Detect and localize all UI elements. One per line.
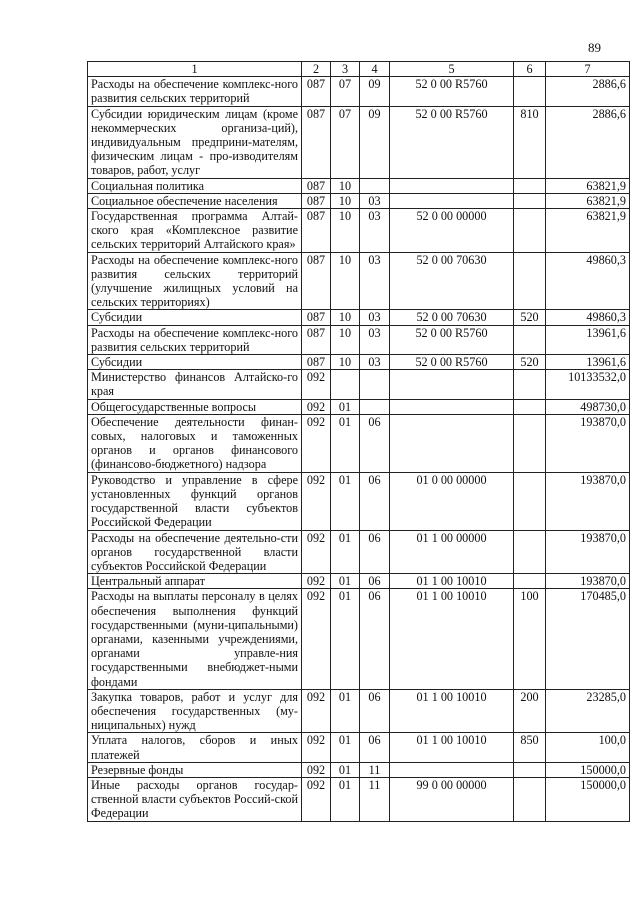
ministry-code-cell: 087 bbox=[302, 178, 331, 193]
section-cell: 01 bbox=[331, 414, 360, 472]
column-header: 6 bbox=[514, 62, 546, 77]
target-article-cell: 52 0 00 R5760 bbox=[390, 325, 514, 354]
ministry-code-cell: 092 bbox=[302, 472, 331, 530]
row-name-cell: Расходы на обеспечение комплекс-ного развития сельских территорий (улучшение жилищных условий на сельских территориях) bbox=[88, 252, 302, 310]
amount-cell: 100,0 bbox=[546, 733, 630, 762]
amount-cell: 2886,6 bbox=[546, 106, 630, 178]
amount-cell: 150000,0 bbox=[546, 762, 630, 777]
target-article-cell: 01 1 00 10010 bbox=[390, 733, 514, 762]
target-article-cell bbox=[390, 178, 514, 193]
subsection-cell: 09 bbox=[360, 106, 390, 178]
page-number: 89 bbox=[588, 40, 601, 55]
amount-cell: 498730,0 bbox=[546, 399, 630, 414]
table-row bbox=[88, 589, 630, 689]
column-header: 7 bbox=[546, 62, 630, 77]
section-cell: 01 bbox=[331, 530, 360, 574]
section-cell: 01 bbox=[331, 777, 360, 821]
subsection-cell: 06 bbox=[360, 689, 390, 733]
expense-type-cell bbox=[514, 530, 546, 574]
subsection-cell: 03 bbox=[360, 193, 390, 208]
amount-cell: 49860,3 bbox=[546, 252, 630, 310]
table-row bbox=[88, 77, 630, 106]
table-row bbox=[88, 370, 630, 399]
row-name-cell: Субсидии bbox=[88, 310, 302, 325]
section-cell: 01 bbox=[331, 689, 360, 733]
section-cell: 10 bbox=[331, 193, 360, 208]
expense-type-cell: 520 bbox=[514, 355, 546, 370]
amount-cell: 170485,0 bbox=[546, 589, 630, 689]
subsection-cell bbox=[360, 399, 390, 414]
row-name-cell: Центральный аппарат bbox=[88, 574, 302, 589]
row-name-cell: Государственная программа Алтай-ского края «Комплексное развитие сельских территорий Алтайского края» bbox=[88, 209, 302, 253]
amount-cell: 13961,6 bbox=[546, 325, 630, 354]
subsection-cell: 06 bbox=[360, 414, 390, 472]
row-name-cell: Иные расходы органов государ-ственной власти субъектов Россий-ской Федерации bbox=[88, 777, 302, 821]
subsection-cell: 06 bbox=[360, 589, 390, 689]
table-row bbox=[88, 762, 630, 777]
section-cell: 07 bbox=[331, 106, 360, 178]
amount-cell: 193870,0 bbox=[546, 472, 630, 530]
section-cell: 01 bbox=[331, 472, 360, 530]
amount-cell: 63821,9 bbox=[546, 193, 630, 208]
row-name-cell: Закупка товаров, работ и услуг для обеспечения государственных (му-ниципальных) нужд bbox=[88, 689, 302, 733]
expense-type-cell bbox=[514, 325, 546, 354]
table-row bbox=[88, 777, 630, 821]
table-row bbox=[88, 399, 630, 414]
row-name-cell: Общегосударственные вопросы bbox=[88, 399, 302, 414]
target-article-cell bbox=[390, 193, 514, 208]
amount-cell: 2886,6 bbox=[546, 77, 630, 106]
expense-type-cell bbox=[514, 209, 546, 253]
expense-type-cell bbox=[514, 77, 546, 106]
amount-cell: 193870,0 bbox=[546, 530, 630, 574]
row-name-cell: Расходы на выплаты персоналу в целях обеспечения выполнения функций государственными (муни-ципальными) органами, казенными учреждениями, органами управле-ния государственными внебюджет-ными фондами bbox=[88, 589, 302, 689]
subsection-cell: 06 bbox=[360, 472, 390, 530]
section-cell: 10 bbox=[331, 178, 360, 193]
table-body bbox=[88, 77, 630, 821]
expense-type-cell: 810 bbox=[514, 106, 546, 178]
ministry-code-cell: 092 bbox=[302, 530, 331, 574]
subsection-cell: 03 bbox=[360, 355, 390, 370]
amount-cell: 193870,0 bbox=[546, 414, 630, 472]
target-article-cell: 52 0 00 70630 bbox=[390, 252, 514, 310]
target-article-cell: 01 1 00 10010 bbox=[390, 589, 514, 689]
table-row bbox=[88, 178, 630, 193]
column-header: 5 bbox=[390, 62, 514, 77]
section-cell: 01 bbox=[331, 589, 360, 689]
expense-type-cell bbox=[514, 472, 546, 530]
section-cell: 10 bbox=[331, 325, 360, 354]
expense-type-cell: 100 bbox=[514, 589, 546, 689]
ministry-code-cell: 087 bbox=[302, 77, 331, 106]
expense-type-cell bbox=[514, 574, 546, 589]
ministry-code-cell: 092 bbox=[302, 689, 331, 733]
table-row bbox=[88, 106, 630, 178]
section-cell bbox=[331, 370, 360, 399]
row-name-cell: Резервные фонды bbox=[88, 762, 302, 777]
row-name-cell: Социальная политика bbox=[88, 178, 302, 193]
subsection-cell: 11 bbox=[360, 762, 390, 777]
expense-type-cell bbox=[514, 777, 546, 821]
table-row bbox=[88, 193, 630, 208]
subsection-cell: 03 bbox=[360, 310, 390, 325]
amount-cell: 10133532,0 bbox=[546, 370, 630, 399]
section-cell: 01 bbox=[331, 762, 360, 777]
amount-cell: 150000,0 bbox=[546, 777, 630, 821]
row-name-cell: Расходы на обеспечение деятельно-сти органов государственной власти субъектов Российской Федерации bbox=[88, 530, 302, 574]
expense-type-cell: 850 bbox=[514, 733, 546, 762]
table-row bbox=[88, 355, 630, 370]
table-row bbox=[88, 689, 630, 733]
ministry-code-cell: 087 bbox=[302, 193, 331, 208]
target-article-cell bbox=[390, 414, 514, 472]
target-article-cell: 52 0 00 R5760 bbox=[390, 77, 514, 106]
ministry-code-cell: 087 bbox=[302, 209, 331, 253]
expense-type-cell bbox=[514, 414, 546, 472]
expense-type-cell bbox=[514, 193, 546, 208]
amount-cell: 63821,9 bbox=[546, 209, 630, 253]
target-article-cell bbox=[390, 762, 514, 777]
section-cell: 10 bbox=[331, 310, 360, 325]
ministry-code-cell: 092 bbox=[302, 589, 331, 689]
subsection-cell: 03 bbox=[360, 252, 390, 310]
ministry-code-cell: 087 bbox=[302, 325, 331, 354]
section-cell: 01 bbox=[331, 574, 360, 589]
section-cell: 01 bbox=[331, 399, 360, 414]
table-row bbox=[88, 530, 630, 574]
ministry-code-cell: 092 bbox=[302, 370, 331, 399]
table-row bbox=[88, 310, 630, 325]
expense-type-cell: 200 bbox=[514, 689, 546, 733]
ministry-code-cell: 087 bbox=[302, 355, 331, 370]
ministry-code-cell: 092 bbox=[302, 574, 331, 589]
expense-type-cell bbox=[514, 762, 546, 777]
subsection-cell: 03 bbox=[360, 209, 390, 253]
row-name-cell: Субсидии юридическим лицам (кроме некоммерческих организа-ций), индивидуальным предприни-мателям, физическим лицам - про-изводителям товаров, работ, услуг bbox=[88, 106, 302, 178]
row-name-cell: Расходы на обеспечение комплекс-ного развития сельских территорий bbox=[88, 325, 302, 354]
table-row bbox=[88, 252, 630, 310]
column-header: 2 bbox=[302, 62, 331, 77]
section-cell: 10 bbox=[331, 252, 360, 310]
amount-cell: 23285,0 bbox=[546, 689, 630, 733]
target-article-cell bbox=[390, 399, 514, 414]
subsection-cell: 03 bbox=[360, 325, 390, 354]
row-name-cell: Субсидии bbox=[88, 355, 302, 370]
target-article-cell: 52 0 00 00000 bbox=[390, 209, 514, 253]
target-article-cell: 52 0 00 R5760 bbox=[390, 106, 514, 178]
subsection-cell bbox=[360, 178, 390, 193]
section-cell: 10 bbox=[331, 355, 360, 370]
column-header: 4 bbox=[360, 62, 390, 77]
expense-type-cell bbox=[514, 252, 546, 310]
target-article-cell: 52 0 00 R5760 bbox=[390, 355, 514, 370]
ministry-code-cell: 092 bbox=[302, 733, 331, 762]
table-header-row bbox=[88, 62, 630, 77]
subsection-cell: 06 bbox=[360, 530, 390, 574]
table-row bbox=[88, 733, 630, 762]
amount-cell: 13961,6 bbox=[546, 355, 630, 370]
table-row bbox=[88, 472, 630, 530]
amount-cell: 63821,9 bbox=[546, 178, 630, 193]
target-article-cell: 52 0 00 70630 bbox=[390, 310, 514, 325]
ministry-code-cell: 092 bbox=[302, 762, 331, 777]
column-header: 3 bbox=[331, 62, 360, 77]
subsection-cell bbox=[360, 370, 390, 399]
ministry-code-cell: 092 bbox=[302, 777, 331, 821]
amount-cell: 49860,3 bbox=[546, 310, 630, 325]
expense-type-cell bbox=[514, 178, 546, 193]
row-name-cell: Министерство финансов Алтайско-го края bbox=[88, 370, 302, 399]
row-name-cell: Расходы на обеспечение комплекс-ного развития сельских территорий bbox=[88, 77, 302, 106]
subsection-cell: 09 bbox=[360, 77, 390, 106]
ministry-code-cell: 087 bbox=[302, 252, 331, 310]
table-row bbox=[88, 325, 630, 354]
row-name-cell: Руководство и управление в сфере установленных функций органов государственной власти субъектов Российской Федерации bbox=[88, 472, 302, 530]
expense-type-cell: 520 bbox=[514, 310, 546, 325]
section-cell: 01 bbox=[331, 733, 360, 762]
expense-type-cell bbox=[514, 399, 546, 414]
budget-table bbox=[87, 61, 630, 822]
amount-cell: 193870,0 bbox=[546, 574, 630, 589]
table-row bbox=[88, 574, 630, 589]
row-name-cell: Обеспечение деятельности финан-совых, налоговых и таможенных органов и органов финансового (финансово-бюджетного) надзора bbox=[88, 414, 302, 472]
ministry-code-cell: 092 bbox=[302, 399, 331, 414]
subsection-cell: 06 bbox=[360, 574, 390, 589]
section-cell: 07 bbox=[331, 77, 360, 106]
target-article-cell: 01 0 00 00000 bbox=[390, 472, 514, 530]
ministry-code-cell: 092 bbox=[302, 414, 331, 472]
row-name-cell: Социальное обеспечение населения bbox=[88, 193, 302, 208]
ministry-code-cell: 087 bbox=[302, 310, 331, 325]
target-article-cell: 01 1 00 10010 bbox=[390, 689, 514, 733]
subsection-cell: 06 bbox=[360, 733, 390, 762]
table-row bbox=[88, 209, 630, 253]
subsection-cell: 11 bbox=[360, 777, 390, 821]
table-row bbox=[88, 414, 630, 472]
target-article-cell: 01 1 00 00000 bbox=[390, 530, 514, 574]
row-name-cell: Уплата налогов, сборов и иных платежей bbox=[88, 733, 302, 762]
ministry-code-cell: 087 bbox=[302, 106, 331, 178]
target-article-cell: 99 0 00 00000 bbox=[390, 777, 514, 821]
section-cell: 10 bbox=[331, 209, 360, 253]
target-article-cell bbox=[390, 370, 514, 399]
target-article-cell: 01 1 00 10010 bbox=[390, 574, 514, 589]
column-header: 1 bbox=[88, 62, 302, 77]
expense-type-cell bbox=[514, 370, 546, 399]
